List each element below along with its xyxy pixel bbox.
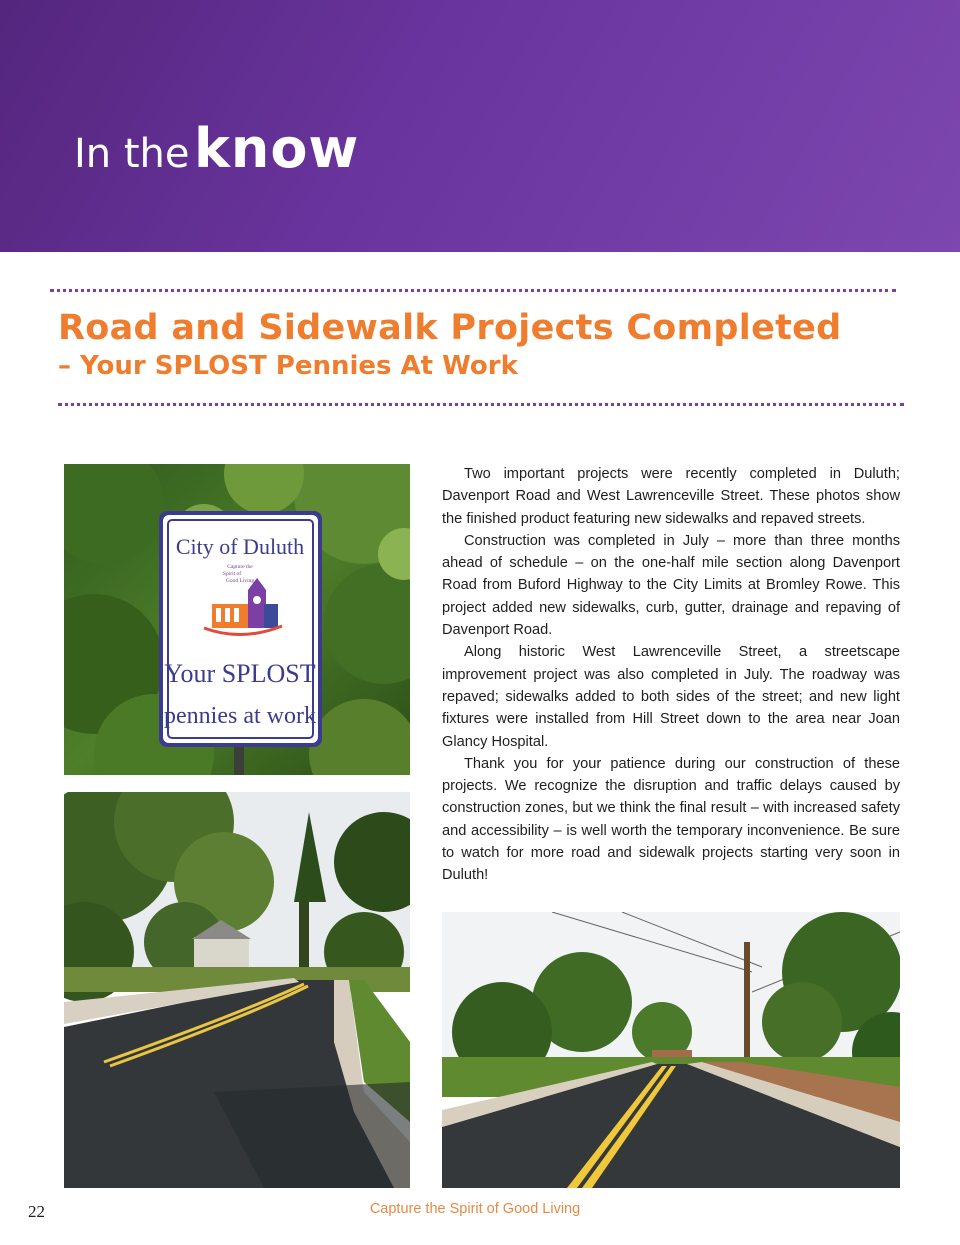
article-paragraph: Construction was completed in July – more than three months ahead of schedule – on the one-half mile section along Davenport Road from Buford Highway to the City Limits at Bromley Rowe. This project added new sidewalks, curb, gutter, drainage and repaving of Davenport Road. <box>442 532 900 639</box>
article-paragraph: Thank you for your patience during our construction of these projects. We recognize the disruption and traffic delays caused by construction zones, but we think the final result – with increased safety and accessibility – is well worth the temporary inconvenience. Be sure to watch for more road and sidewalk projects starting very soon in Duluth! <box>442 755 900 884</box>
footer-tagline: Capture the Spirit of Good Living <box>369 1201 581 1217</box>
sign-tagline-3: Good Living <box>225 578 255 584</box>
sign-tagline-1: Capture the <box>227 564 253 570</box>
sign-line-pennies: pennies at work <box>164 703 316 729</box>
sign-tagline-2: Spirit of <box>222 571 242 577</box>
article-body <box>442 463 900 887</box>
section-title <box>74 117 360 180</box>
header-banner <box>0 0 960 252</box>
article-headline: Road and Sidewalk Projects Completed <box>58 308 842 348</box>
page-number: 22 <box>28 1202 45 1221</box>
sign-line-city: City of Duluth <box>175 534 305 559</box>
section-title-light: In the <box>74 131 190 177</box>
dotted-divider-top <box>50 289 896 292</box>
lawrenceville-street-photo <box>442 912 900 1188</box>
article-paragraph: Two important projects were recently completed in Duluth; Davenport Road and West Lawrenceville Street. These photos show the finished product featuring new sidewalks and repaved streets. <box>442 466 900 527</box>
article-subheadline: – Your SPLOST Pennies At Work <box>58 351 518 381</box>
article-paragraph: Along historic West Lawrenceville Street, a streetscape improvement project was also completed in July. The roadway was repaved; sidewalks added to both sides of the street; and new light fixtures were installed from Hill Street down to the area near Joan Glancy Hospital. <box>442 644 900 750</box>
dotted-divider-bottom <box>58 403 904 406</box>
davenport-road-photo <box>64 792 410 1188</box>
city-sign-photo <box>64 464 410 775</box>
section-title-bold: know <box>193 117 360 180</box>
city-sign <box>159 511 322 747</box>
sign-line-splost: Your SPLOST <box>164 659 316 688</box>
